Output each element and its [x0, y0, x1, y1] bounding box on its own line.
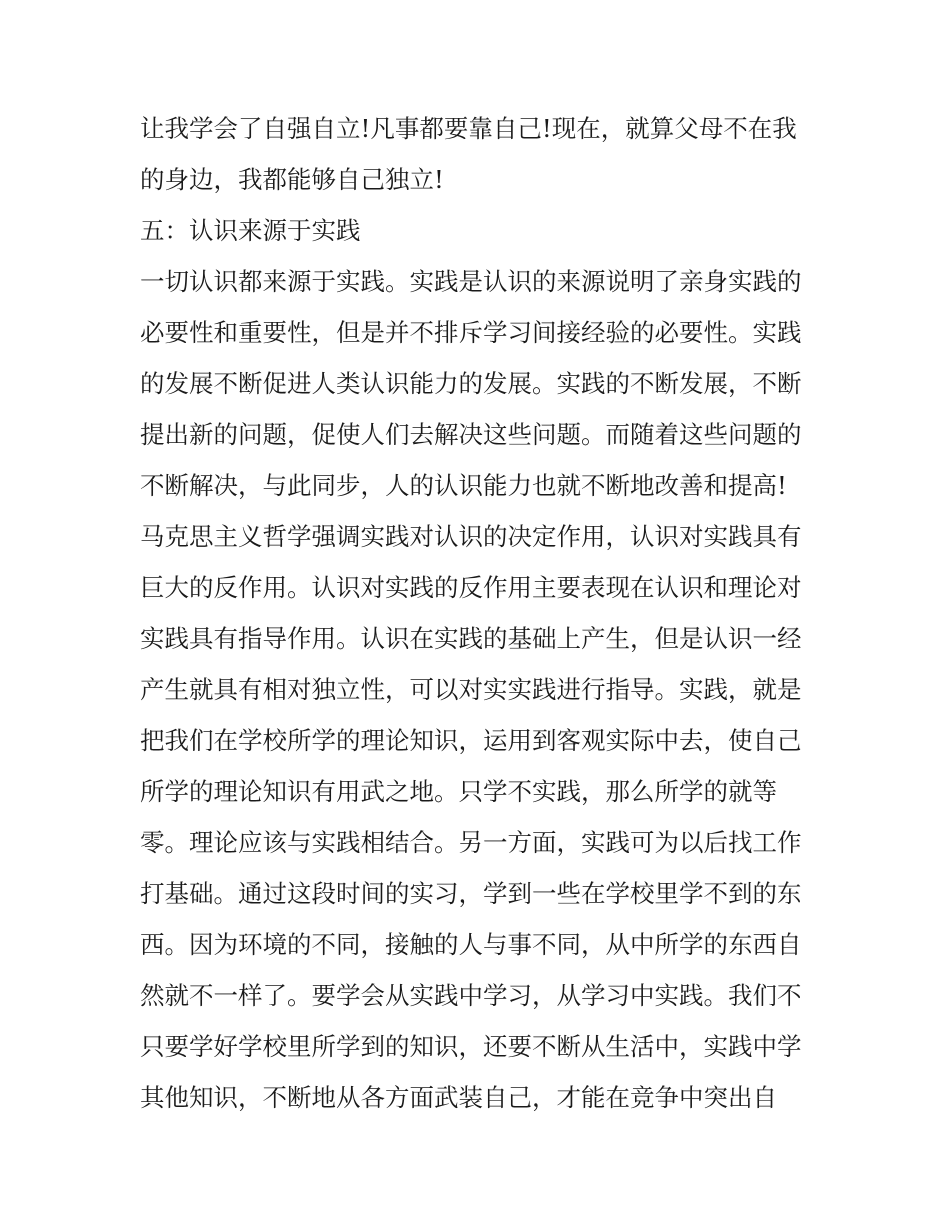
text-line: 把我们在学校所学的理论知识，运用到客观实际中去，使自己 [140, 726, 802, 755]
text-line: 马克思主义哲学强调实践对认识的决定作用，认识对实践具有 [140, 522, 802, 551]
text-line: 的发展不断促进人类认识能力的发展。实践的不断发展，不断 [140, 369, 802, 398]
text-line: 所学的理论知识有用武之地。只学不实践，那么所学的就等 [140, 777, 777, 806]
text-line: 只要学好学校里所学到的知识，还要不断从生活中，实践中学 [140, 1032, 802, 1061]
text-line: 打基础。通过这段时间的实习，学到一些在学校里学不到的东 [140, 879, 802, 908]
text-line: 其他知识，不断地从各方面武装自己，才能在竞争中突出自 [140, 1083, 777, 1112]
section-heading: 五：认识来源于实践 [140, 216, 361, 245]
text-line: 西。因为环境的不同，接触的人与事不同，从中所学的东西自 [140, 930, 802, 959]
text-line: 巨大的反作用。认识对实践的反作用主要表现在认识和理论对 [140, 573, 802, 602]
text-line: 的身边，我都能够自己独立! [140, 165, 444, 194]
text-line: 产生就具有相对独立性，可以对实实践进行指导。实践，就是 [140, 675, 802, 704]
text-line: 一切认识都来源于实践。实践是认识的来源说明了亲身实践的 [140, 267, 802, 296]
text-line: 必要性和重要性，但是并不排斥学习间接经验的必要性。实践 [140, 318, 802, 347]
text-line: 零。理论应该与实践相结合。另一方面，实践可为以后找工作 [140, 828, 802, 857]
text-line: 提出新的问题，促使人们去解决这些问题。而随着这些问题的 [140, 420, 802, 449]
text-line: 不断解决，与此同步，人的认识能力也就不断地改善和提高! [140, 471, 787, 500]
text-line: 然就不一样了。要学会从实践中学习，从学习中实践。我们不 [140, 981, 802, 1010]
text-line: 让我学会了自强自立!凡事都要靠自己!现在，就算父母不在我 [140, 114, 797, 143]
text-line: 实践具有指导作用。认识在实践的基础上产生，但是认识一经 [140, 624, 802, 653]
